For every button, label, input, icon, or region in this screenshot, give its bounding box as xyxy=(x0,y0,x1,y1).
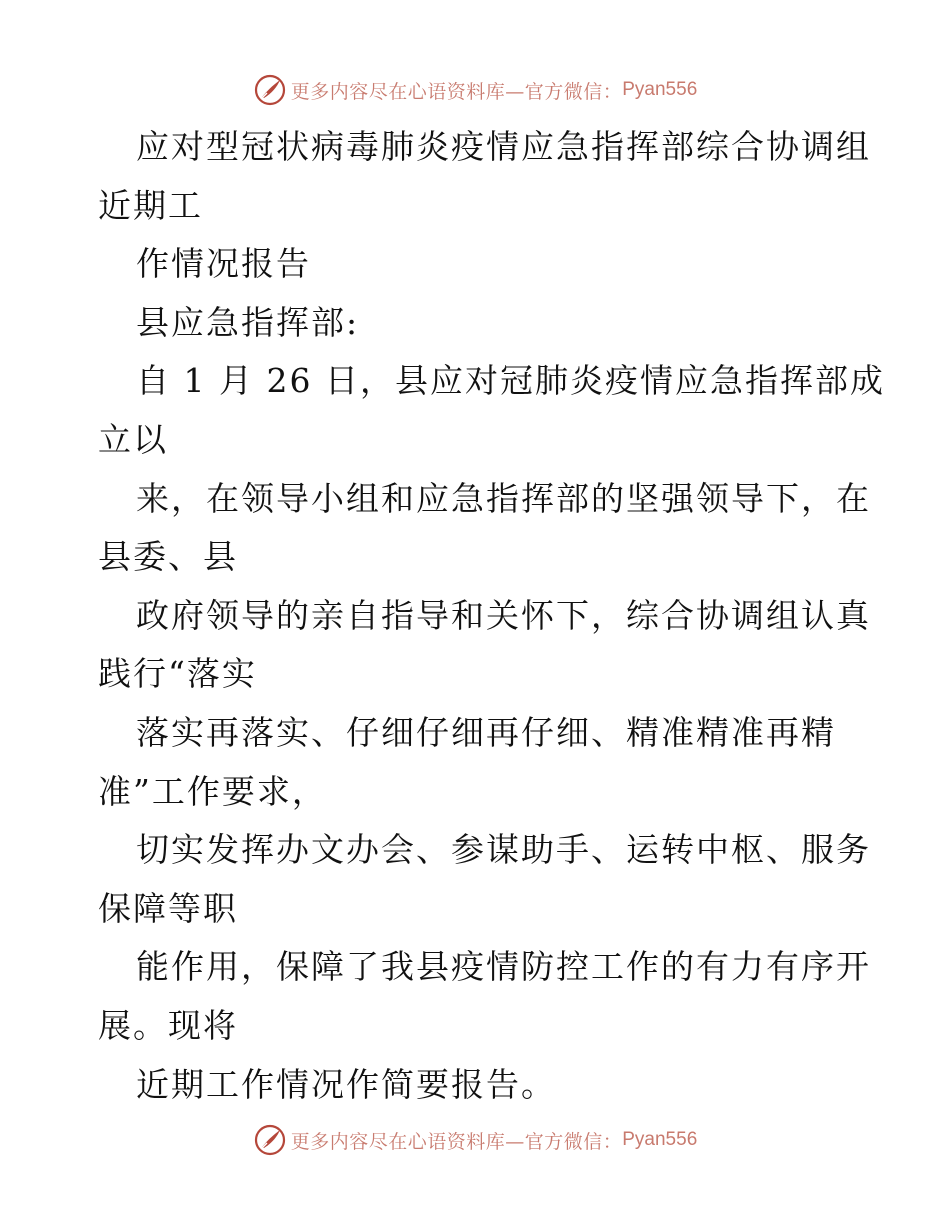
body-line: 应对型冠状病毒肺炎疫情应急指挥部综合协调组 xyxy=(136,127,871,166)
header-wechat-id: Pyan556 xyxy=(622,79,698,100)
body-line: 展。现将 xyxy=(98,1005,238,1045)
footer-wechat-id: Pyan556 xyxy=(622,1129,698,1150)
body-line: 政府领导的亲自指导和关怀下，综合协调组认真 xyxy=(136,595,871,635)
body-line: 县委、县 xyxy=(98,537,238,577)
footer-watermark-banner xyxy=(0,1120,950,1160)
body-line: 近期工作情况作简要报告。 xyxy=(136,1064,556,1104)
body-line: 准”工作要求， xyxy=(98,771,327,811)
body-line: 作情况报告 xyxy=(136,244,311,284)
body-line: 落实再落实、仔细仔细再仔细、精准精准再精 xyxy=(136,712,836,752)
body-line: 自 1 月 26 日，县应对冠肺炎疫情应急指挥部成 xyxy=(136,361,885,401)
body-line: 来，在领导小组和应急指挥部的坚强领导下，在 xyxy=(136,478,871,518)
footer-banner-text: 更多内容尽在心语资料库—官方微信： xyxy=(290,1130,623,1153)
quill-logo-icon xyxy=(253,73,287,107)
body-line: 切实发挥办文办会、参谋助手、运转中枢、服务 xyxy=(136,830,871,870)
body-line: 能作用，保障了我县疫情防控工作的有力有序开 xyxy=(136,947,871,987)
quill-logo-icon xyxy=(253,1123,287,1157)
body-line: 保障等职 xyxy=(98,888,238,928)
header-banner-text: 更多内容尽在心语资料库—官方微信： xyxy=(290,80,623,103)
body-line: 践行“落实 xyxy=(98,654,257,694)
body-line: 县应急指挥部: xyxy=(136,302,360,342)
body-line: 近期工 xyxy=(98,185,203,225)
report-body xyxy=(98,118,885,1114)
body-line: 立以 xyxy=(98,419,168,459)
header-watermark-banner xyxy=(0,70,950,110)
